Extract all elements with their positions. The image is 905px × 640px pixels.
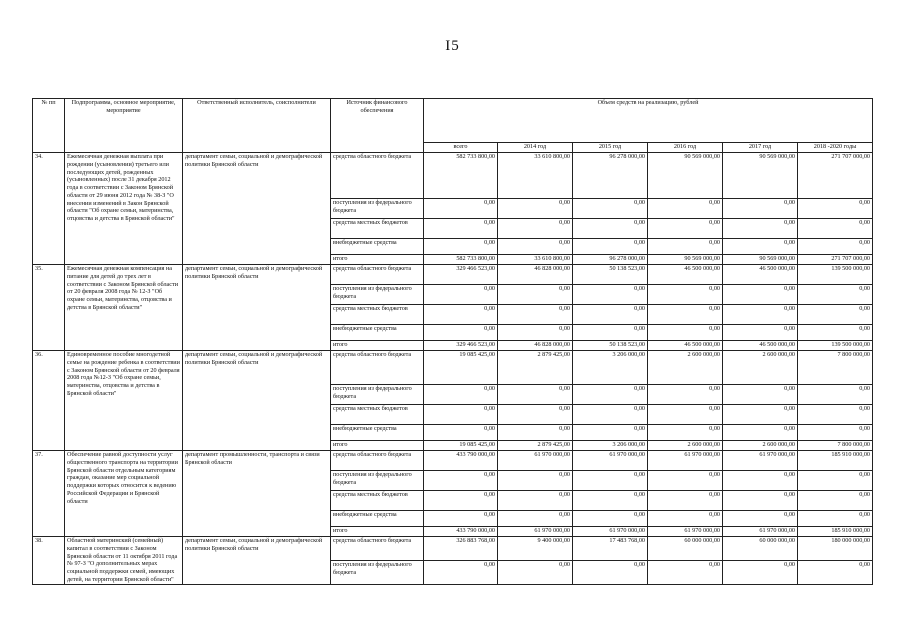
funding-source: поступления из федерального бюджета [331, 471, 424, 491]
total-amount-cell: 46 500 000,00 [723, 341, 798, 351]
funding-source: поступления из федерального бюджета [331, 385, 424, 405]
header-amount: Объем средств на реализацию, рублей [424, 99, 873, 143]
amount-cell: 0,00 [573, 385, 648, 405]
header-executor: Ответственный исполнитель, соисполнители [183, 99, 331, 153]
amount-cell: 139 500 000,00 [798, 265, 873, 285]
total-amount-cell: 329 466 523,00 [424, 341, 498, 351]
row-number: 36. [33, 351, 65, 451]
budget-table [32, 98, 873, 585]
amount-cell: 0,00 [573, 199, 648, 219]
amount-cell: 0,00 [798, 219, 873, 239]
amount-cell: 0,00 [798, 325, 873, 341]
program-name: Областной материнский (семейный) капитал в соответствии с Законом Брянской области от 11 октября 2011 года № 97-З "О дополнительных мерах социальной поддержки семей, имеющих детей, на территории Брянской области" [65, 537, 183, 585]
amount-cell: 90 569 000,00 [648, 153, 723, 199]
amount-cell: 0,00 [573, 425, 648, 441]
amount-cell: 60 000 000,00 [723, 537, 798, 561]
total-amount-cell: 90 569 000,00 [723, 255, 798, 265]
amount-cell: 0,00 [498, 405, 573, 425]
amount-cell: 0,00 [798, 491, 873, 511]
amount-cell: 50 138 523,00 [573, 265, 648, 285]
amount-cell: 0,00 [498, 560, 573, 584]
amount-cell: 0,00 [424, 560, 498, 584]
funding-source: средства местных бюджетов [331, 305, 424, 325]
amount-cell: 0,00 [723, 491, 798, 511]
total-amount-cell: 185 910 000,00 [798, 527, 873, 537]
amount-cell: 33 610 800,00 [498, 153, 573, 199]
header-year: 2016 год [648, 143, 723, 153]
funding-source: средства областного бюджета [331, 451, 424, 471]
total-amount-cell: 139 500 000,00 [798, 341, 873, 351]
amount-cell: 0,00 [498, 491, 573, 511]
amount-cell: 0,00 [723, 425, 798, 441]
funding-source: внебюджетные средства [331, 239, 424, 255]
amount-cell: 61 970 000,00 [723, 451, 798, 471]
amount-cell: 96 278 000,00 [573, 153, 648, 199]
amount-cell: 0,00 [648, 285, 723, 305]
total-label: итого [331, 441, 424, 451]
table-row [33, 537, 873, 561]
total-amount-cell: 3 206 000,00 [573, 441, 648, 451]
funding-source: средства областного бюджета [331, 351, 424, 385]
amount-cell: 61 970 000,00 [573, 451, 648, 471]
funding-source: поступления из федерального бюджета [331, 199, 424, 219]
total-amount-cell: 96 278 000,00 [573, 255, 648, 265]
total-amount-cell: 61 970 000,00 [573, 527, 648, 537]
program-name: Единовременное пособие многодетной семье на рождение ребенка в соответствии с Законом Брянской области от 20 февраля 2008 года №12-З "Об охране семьи, материнства, отцовства и детства в Брянской области" [65, 351, 183, 451]
amount-cell: 0,00 [648, 471, 723, 491]
amount-cell: 0,00 [424, 491, 498, 511]
header-program: Подпрограмма, основное мероприятие, мероприятие [65, 99, 183, 153]
amount-cell: 0,00 [723, 385, 798, 405]
row-number: 35. [33, 265, 65, 351]
funding-source: средства местных бюджетов [331, 405, 424, 425]
total-amount-cell: 61 970 000,00 [498, 527, 573, 537]
amount-cell: 326 883 768,00 [424, 537, 498, 561]
amount-cell: 0,00 [573, 325, 648, 341]
amount-cell: 2 879 425,00 [498, 351, 573, 385]
amount-cell: 0,00 [798, 285, 873, 305]
amount-cell: 0,00 [648, 560, 723, 584]
amount-cell: 0,00 [424, 285, 498, 305]
amount-cell: 46 828 000,00 [498, 265, 573, 285]
amount-cell: 0,00 [424, 325, 498, 341]
amount-cell: 0,00 [723, 199, 798, 219]
amount-cell: 61 970 000,00 [648, 451, 723, 471]
program-name: Ежемесячная денежная компенсация на питание для детей до трех лет в соответствии с Законом Брянской области от 20 февраля 2008 года № 12-З "Об охране семьи, материнства, отцовства и детства в Брянской области" [65, 265, 183, 351]
amount-cell: 0,00 [798, 425, 873, 441]
amount-cell: 9 400 000,00 [498, 537, 573, 561]
row-number: 38. [33, 537, 65, 585]
funding-source: внебюджетные средства [331, 425, 424, 441]
total-label: итого [331, 527, 424, 537]
amount-cell: 0,00 [723, 285, 798, 305]
amount-cell: 185 910 000,00 [798, 451, 873, 471]
amount-cell: 0,00 [723, 560, 798, 584]
amount-cell: 3 206 000,00 [573, 351, 648, 385]
amount-cell: 60 000 000,00 [648, 537, 723, 561]
program-name: Ежемесячная денежная выплата при рождении (усыновлении) третьего или последующих детей, рожденных (усыновленных) после 31 декабря 2012 года в соответствии с Законом Брянской области от 29 июня 2012 года № 38-З "О внесении изменений в Закон Брянской области "Об охране семьи, материнства, отцовства и детства в Брянской области" [65, 153, 183, 265]
amount-cell: 0,00 [798, 511, 873, 527]
amount-cell: 0,00 [424, 405, 498, 425]
page-number: I5 [445, 38, 460, 54]
amount-cell: 0,00 [573, 560, 648, 584]
funding-source: средства местных бюджетов [331, 219, 424, 239]
amount-cell: 0,00 [498, 305, 573, 325]
amount-cell: 0,00 [498, 219, 573, 239]
table-header [33, 99, 873, 153]
row-number: 37. [33, 451, 65, 537]
amount-cell: 0,00 [424, 471, 498, 491]
amount-cell: 0,00 [573, 405, 648, 425]
amount-cell: 0,00 [573, 491, 648, 511]
executor-name: департамент семьи, социальной и демографической политики Брянской области [183, 537, 331, 585]
funding-source: внебюджетные средства [331, 511, 424, 527]
amount-cell: 0,00 [573, 239, 648, 255]
amount-cell: 0,00 [798, 305, 873, 325]
total-amount-cell: 33 610 800,00 [498, 255, 573, 265]
amount-cell: 0,00 [648, 511, 723, 527]
amount-cell: 0,00 [798, 199, 873, 219]
amount-cell: 0,00 [798, 471, 873, 491]
amount-cell: 90 569 000,00 [723, 153, 798, 199]
amount-cell: 0,00 [648, 385, 723, 405]
amount-cell: 0,00 [723, 471, 798, 491]
total-amount-cell: 433 790 000,00 [424, 527, 498, 537]
total-amount-cell: 61 970 000,00 [648, 527, 723, 537]
total-amount-cell: 46 828 000,00 [498, 341, 573, 351]
amount-cell: 0,00 [648, 491, 723, 511]
header-year: 2014 год [498, 143, 573, 153]
amount-cell: 0,00 [424, 305, 498, 325]
amount-cell: 271 707 000,00 [798, 153, 873, 199]
amount-cell: 0,00 [498, 471, 573, 491]
amount-cell: 2 600 000,00 [648, 351, 723, 385]
amount-cell: 0,00 [723, 305, 798, 325]
amount-cell: 0,00 [573, 219, 648, 239]
amount-cell: 0,00 [723, 511, 798, 527]
amount-cell: 0,00 [424, 219, 498, 239]
total-amount-cell: 2 600 000,00 [723, 441, 798, 451]
total-amount-cell: 582 733 800,00 [424, 255, 498, 265]
total-amount-cell: 46 500 000,00 [648, 341, 723, 351]
header-number: № пп [33, 99, 65, 153]
amount-cell: 0,00 [723, 239, 798, 255]
amount-cell: 0,00 [573, 471, 648, 491]
total-amount-cell: 50 138 523,00 [573, 341, 648, 351]
amount-cell: 0,00 [424, 511, 498, 527]
amount-cell: 0,00 [648, 239, 723, 255]
amount-cell: 0,00 [648, 425, 723, 441]
amount-cell: 0,00 [498, 285, 573, 305]
table-row [33, 265, 873, 285]
amount-cell: 0,00 [424, 425, 498, 441]
total-amount-cell: 7 800 000,00 [798, 441, 873, 451]
table-row [33, 351, 873, 385]
amount-cell: 0,00 [498, 199, 573, 219]
amount-cell: 0,00 [498, 425, 573, 441]
funding-source: поступления из федерального бюджета [331, 285, 424, 305]
amount-cell: 46 500 000,00 [648, 265, 723, 285]
amount-cell: 0,00 [424, 239, 498, 255]
amount-cell: 0,00 [424, 199, 498, 219]
funding-source: средства областного бюджета [331, 537, 424, 561]
funding-source: поступления из федерального бюджета [331, 560, 424, 584]
funding-source: средства областного бюджета [331, 265, 424, 285]
amount-cell: 0,00 [573, 305, 648, 325]
amount-cell: 19 085 425,00 [424, 351, 498, 385]
program-name: Обеспечение равной доступности услуг общественного транспорта на территории Брянской области отдельным категориям граждан, оказание мер социальной поддержки которых относится к ведению Российской Федерации и Брянской области [65, 451, 183, 537]
amount-cell: 7 800 000,00 [798, 351, 873, 385]
amount-cell: 0,00 [648, 305, 723, 325]
amount-cell: 46 500 000,00 [723, 265, 798, 285]
header-source: Источник финансового обеспечения [331, 99, 424, 153]
amount-cell: 0,00 [573, 511, 648, 527]
amount-cell: 0,00 [798, 405, 873, 425]
table-row [33, 153, 873, 199]
amount-cell: 0,00 [723, 405, 798, 425]
header-year: всего [424, 143, 498, 153]
amount-cell: 0,00 [798, 239, 873, 255]
amount-cell: 0,00 [648, 199, 723, 219]
amount-cell: 17 483 768,00 [573, 537, 648, 561]
executor-name: департамент промышленности, транспорта и связи Брянской области [183, 451, 331, 537]
amount-cell: 433 790 000,00 [424, 451, 498, 471]
amount-cell: 0,00 [723, 325, 798, 341]
amount-cell: 0,00 [573, 285, 648, 305]
amount-cell: 0,00 [723, 219, 798, 239]
total-label: итого [331, 341, 424, 351]
funding-source: средства местных бюджетов [331, 491, 424, 511]
funding-source: средства областного бюджета [331, 153, 424, 199]
amount-cell: 329 466 523,00 [424, 265, 498, 285]
header-year: 2015 год [573, 143, 648, 153]
total-amount-cell: 90 569 000,00 [648, 255, 723, 265]
amount-cell: 0,00 [648, 219, 723, 239]
total-amount-cell: 19 085 425,00 [424, 441, 498, 451]
amount-cell: 582 733 800,00 [424, 153, 498, 199]
total-label: итого [331, 255, 424, 265]
header-year: 2018 -2020 годы [798, 143, 873, 153]
executor-name: департамент семьи, социальной и демографической политики Брянской области [183, 351, 331, 451]
executor-name: департамент семьи, социальной и демографической политики Брянской области [183, 153, 331, 265]
header-year: 2017 год [723, 143, 798, 153]
amount-cell: 2 600 000,00 [723, 351, 798, 385]
amount-cell: 0,00 [424, 385, 498, 405]
amount-cell: 0,00 [798, 385, 873, 405]
executor-name: департамент семьи, социальной и демографической политики Брянской области [183, 265, 331, 351]
amount-cell: 0,00 [498, 511, 573, 527]
table-row [33, 451, 873, 471]
amount-cell: 0,00 [498, 325, 573, 341]
total-amount-cell: 61 970 000,00 [723, 527, 798, 537]
amount-cell: 0,00 [498, 385, 573, 405]
amount-cell: 180 000 000,00 [798, 537, 873, 561]
total-amount-cell: 2 879 425,00 [498, 441, 573, 451]
total-amount-cell: 2 600 000,00 [648, 441, 723, 451]
funding-source: внебюджетные средства [331, 325, 424, 341]
table-body [33, 153, 873, 585]
amount-cell: 0,00 [648, 325, 723, 341]
row-number: 34. [33, 153, 65, 265]
amount-cell: 61 970 000,00 [498, 451, 573, 471]
amount-cell: 0,00 [498, 239, 573, 255]
amount-cell: 0,00 [648, 405, 723, 425]
amount-cell: 0,00 [798, 560, 873, 584]
total-amount-cell: 271 707 000,00 [798, 255, 873, 265]
